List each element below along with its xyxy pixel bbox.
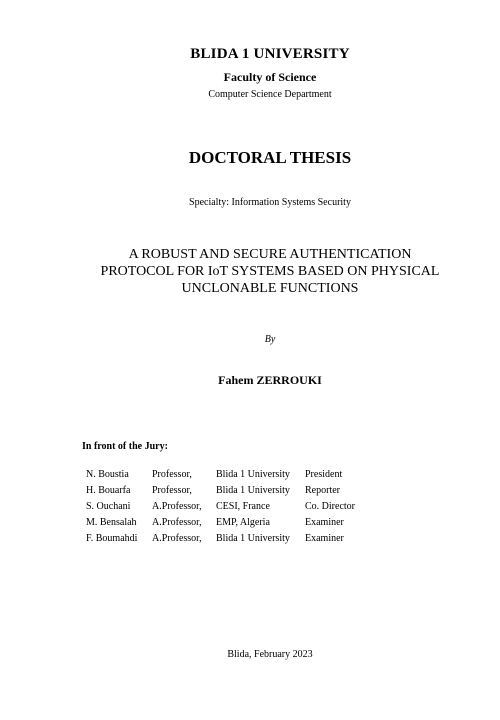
jury-role: Co. Director (305, 500, 355, 512)
jury-heading: In front of the Jury: (82, 441, 168, 452)
jury-row (86, 531, 375, 547)
jury-rank: Professor, (152, 484, 192, 496)
jury-role: Reporter (305, 484, 340, 496)
jury-role: Examiner (305, 533, 344, 545)
jury-row (86, 466, 375, 482)
jury-name: H. Bouarfa (86, 484, 131, 496)
thesis-type: DOCTORAL THESIS (188, 148, 352, 167)
thesis-title-line: PROTOCOL FOR IoT SYSTEMS BASED ON PHYSICAL (100, 264, 440, 279)
jury-rank: A.Professor, (152, 533, 202, 545)
jury-name: S. Ouchani (86, 500, 131, 512)
jury-institution: Blida 1 University (216, 533, 290, 545)
jury-row (86, 482, 375, 498)
jury-institution: Blida 1 University (216, 468, 290, 480)
jury-role: President (305, 468, 343, 480)
thesis-title-line: A ROBUST AND SECURE AUTHENTICATION (128, 247, 412, 262)
jury-row (86, 498, 375, 514)
by-label: By (264, 334, 276, 345)
jury-role: Examiner (305, 517, 344, 529)
jury-institution: EMP, Algeria (216, 517, 270, 529)
university-name: BLIDA 1 UNIVERSITY (190, 46, 350, 62)
author-name: Fahem ZERROUKI (218, 373, 322, 387)
jury-rank: A.Professor, (152, 500, 202, 512)
faculty-name: Faculty of Science (223, 70, 317, 84)
thesis-title (20, 246, 500, 297)
specialty: Specialty: Information Systems Security (189, 197, 351, 208)
department-name: Computer Science Department (208, 89, 332, 100)
place-date: Blida, February 2023 (227, 649, 313, 660)
jury-row (86, 515, 375, 531)
jury-institution: Blida 1 University (216, 484, 290, 496)
jury-name: N. Boustia (86, 468, 129, 480)
thesis-title-line: UNCLONABLE FUNCTIONS (181, 281, 359, 296)
jury-name: M. Bensalah (86, 517, 137, 529)
jury-institution: CESI, France (216, 500, 270, 512)
jury-table (86, 466, 375, 547)
jury-name: F. Boumahdi (86, 533, 138, 545)
jury-rank: A.Professor, (152, 517, 202, 529)
jury-rank: Professor, (152, 468, 192, 480)
